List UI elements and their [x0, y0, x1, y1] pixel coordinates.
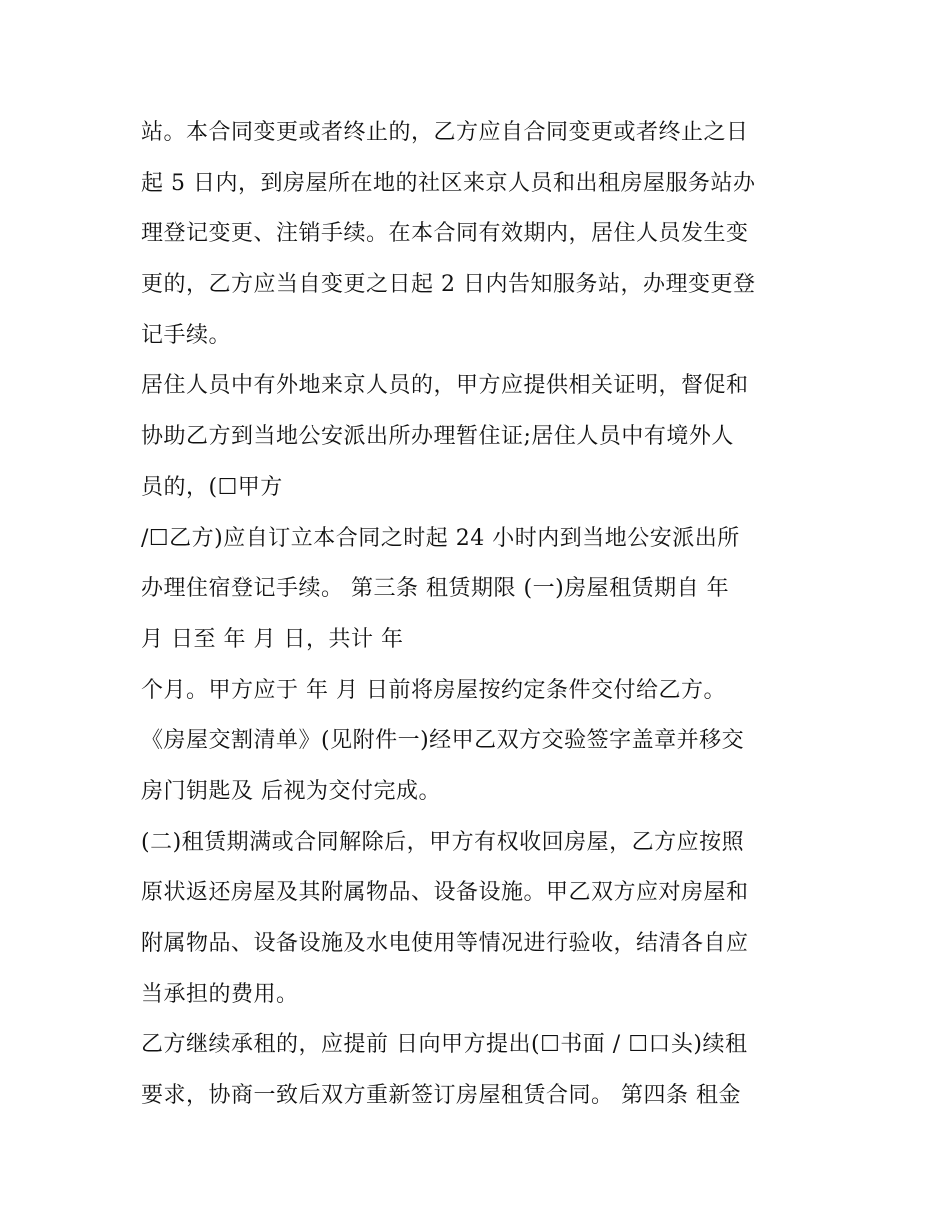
text-line: /☐乙方)应自订立本合同之时起 24 小时内到当地公安派出所: [141, 525, 740, 551]
text-line: 理登记变更、注销手续。在本合同有效期内，居住人员发生变: [141, 221, 749, 247]
text-line: 房门钥匙及 后视为交付完成。: [141, 778, 441, 804]
text-line: 《房屋交割清单》(见附件一)经甲乙双方交验签字盖章并移交: [141, 728, 745, 754]
text-line: 原状返还房屋及其附属物品、设备设施。甲乙双方应对房屋和: [141, 880, 749, 906]
text-line: 办理住宿登记手续。 第三条 租赁期限 (一)房屋租赁期自 年: [141, 576, 730, 602]
text-line: (二)租赁期满或合同解除后，甲方有权收回房屋，乙方应按照: [141, 829, 745, 855]
text-line: 居住人员中有外地来京人员的，甲方应提供相关证明，督促和: [141, 373, 749, 399]
text-line: 要求，协商一致后双方重新签订房屋租赁合同。 第四条 租金: [141, 1083, 741, 1109]
text-line: 附属物品、设备设施及水电使用等情况进行验收，结清各自应: [141, 931, 749, 956]
text-line: 乙方继续承租的，应提前 日向甲方提出(☐书面 / ☐口头)续租: [141, 1032, 748, 1058]
text-line: 站。本合同变更或者终止的，乙方应自合同变更或者终止之日: [141, 120, 749, 145]
contract-text: [141, 108, 841, 1122]
text-line: 协助乙方到当地公安派出所办理暂住证;居住人员中有境外人: [141, 424, 734, 450]
text-line: 个月。甲方应于 年 月 日前将房屋按约定条件交付给乙方。: [141, 677, 726, 703]
text-line: 更的，乙方应当自变更之日起 2 日内告知服务站，办理变更登: [141, 272, 756, 298]
text-line: 员的，(☐甲方: [141, 474, 283, 500]
text-line: 起 5 日内，到房屋所在地的社区来京人员和出租房屋服务站办: [141, 170, 756, 196]
text-line: 月 日至 年 月 日，共计 年: [141, 626, 404, 652]
text-line: 记手续。: [141, 322, 232, 348]
text-line: 当承担的费用。: [141, 981, 299, 1007]
